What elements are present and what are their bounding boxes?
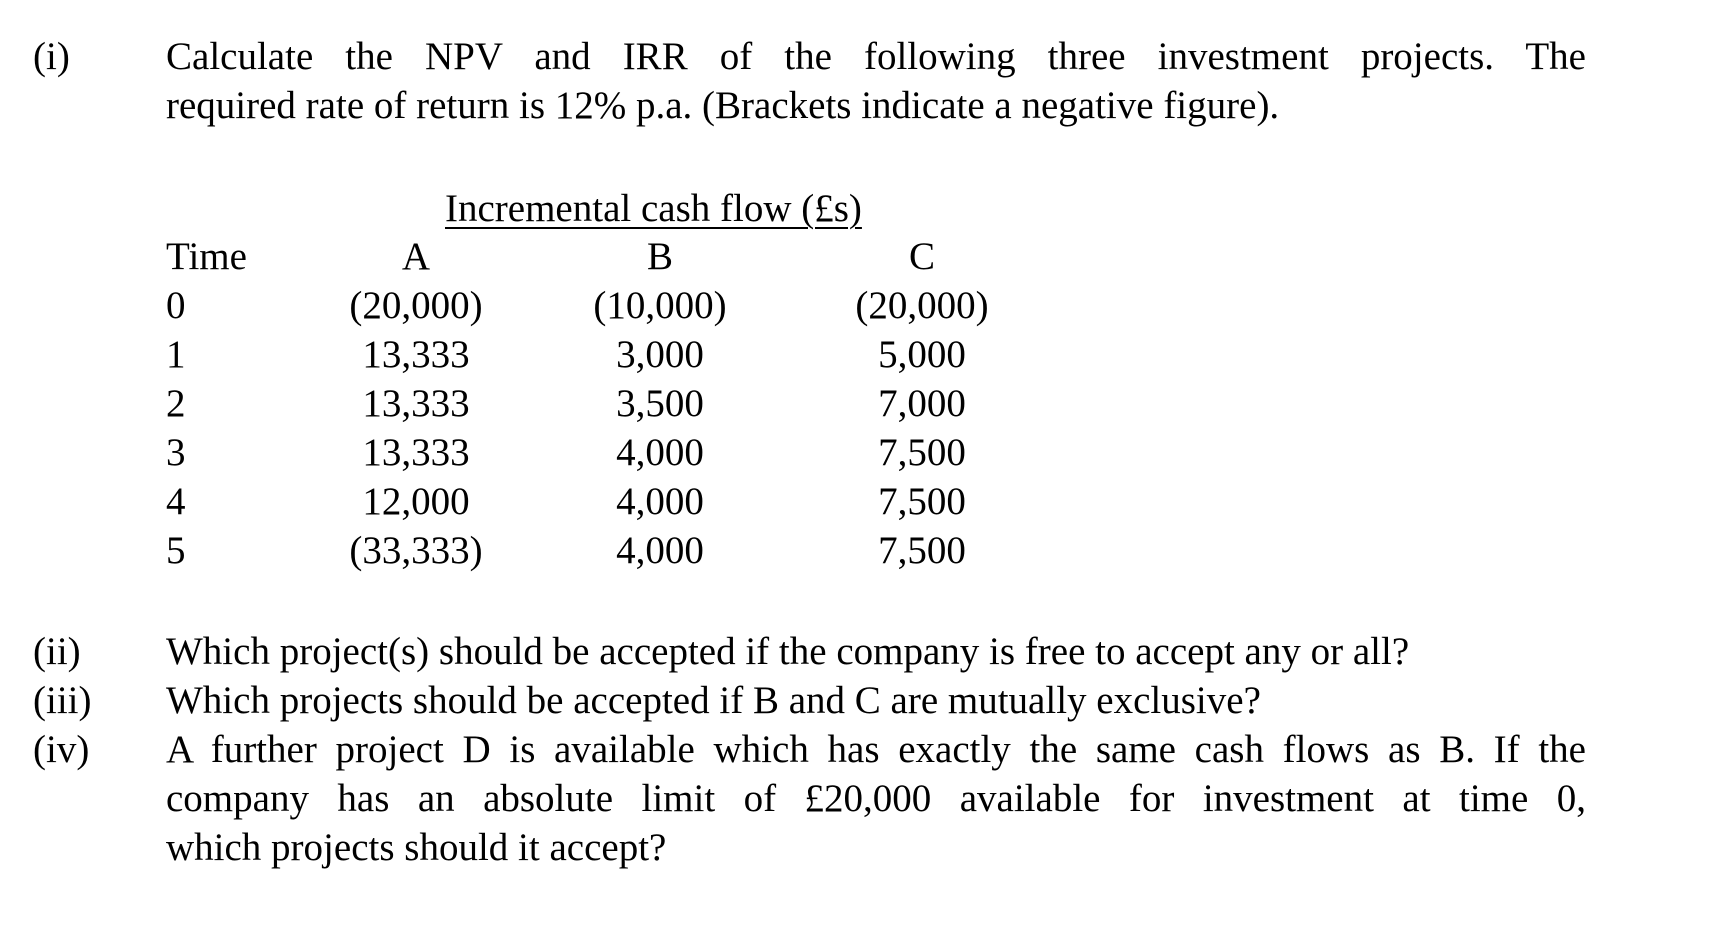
- table-cell-c: 7,500: [878, 480, 966, 523]
- question-i-line-2: required rate of return is 12% p.a. (Brackets indicate a negative figure).: [166, 84, 1280, 127]
- table-cell-time: 0: [166, 284, 186, 327]
- table-caption: Incremental cash flow (£s): [445, 187, 862, 230]
- table-cell-a: (20,000): [349, 284, 483, 327]
- question-iv-line-3: which projects should it accept?: [166, 826, 667, 869]
- header-c: C: [908, 235, 935, 278]
- table-cell-c: 5,000: [878, 333, 966, 376]
- table-cell-c: (20,000): [855, 284, 989, 327]
- table-cell-time: 4: [166, 480, 186, 523]
- table-cell-a: (33,333): [349, 529, 483, 572]
- table-cell-a: 13,333: [362, 431, 470, 474]
- table-cell-b: (10,000): [593, 284, 727, 327]
- table-cell-time: 1: [166, 333, 186, 376]
- question-iv-label: (iv): [33, 728, 90, 771]
- table-cell-time: 2: [166, 382, 186, 425]
- table-cell-a: 13,333: [362, 382, 470, 425]
- question-iv-text: [166, 725, 1586, 872]
- question-iii-line: Which projects should be accepted if B and C are mutually exclusive?: [166, 679, 1261, 722]
- table-cell-time: 3: [166, 431, 186, 474]
- header-time: Time: [166, 235, 247, 278]
- table-cell-c: 7,500: [878, 529, 966, 572]
- table-cell-b: 4,000: [616, 480, 704, 523]
- table-cell-b: 3,500: [616, 382, 704, 425]
- question-iii-text: [166, 676, 1586, 725]
- table-cell-time: 5: [166, 529, 186, 572]
- question-iv-line-2: company has an absolute limit of £20,000 available for investment at time 0,: [166, 777, 1586, 820]
- table-cell-a: 12,000: [362, 480, 470, 523]
- table-cell-a: 13,333: [362, 333, 470, 376]
- question-ii-label: (ii): [33, 630, 81, 673]
- table-cell-b: 4,000: [616, 529, 704, 572]
- question-i-text: [166, 32, 1586, 130]
- question-iv-line-1: A further project D is available which has exactly the same cash flows as B. If the: [166, 728, 1586, 771]
- question-ii-line: Which project(s) should be accepted if the company is free to accept any or all?: [166, 630, 1410, 673]
- header-a: A: [401, 235, 431, 278]
- question-i-line-1: Calculate the NPV and IRR of the following three investment projects. The: [166, 35, 1586, 78]
- table-cell-b: 4,000: [616, 431, 704, 474]
- question-ii-text: [166, 627, 1586, 676]
- table-cell-c: 7,500: [878, 431, 966, 474]
- table-cell-c: 7,000: [878, 382, 966, 425]
- table-cell-b: 3,000: [616, 333, 704, 376]
- header-b: B: [646, 235, 673, 278]
- question-i-label: (i): [33, 35, 70, 78]
- question-iii-label: (iii): [33, 679, 92, 722]
